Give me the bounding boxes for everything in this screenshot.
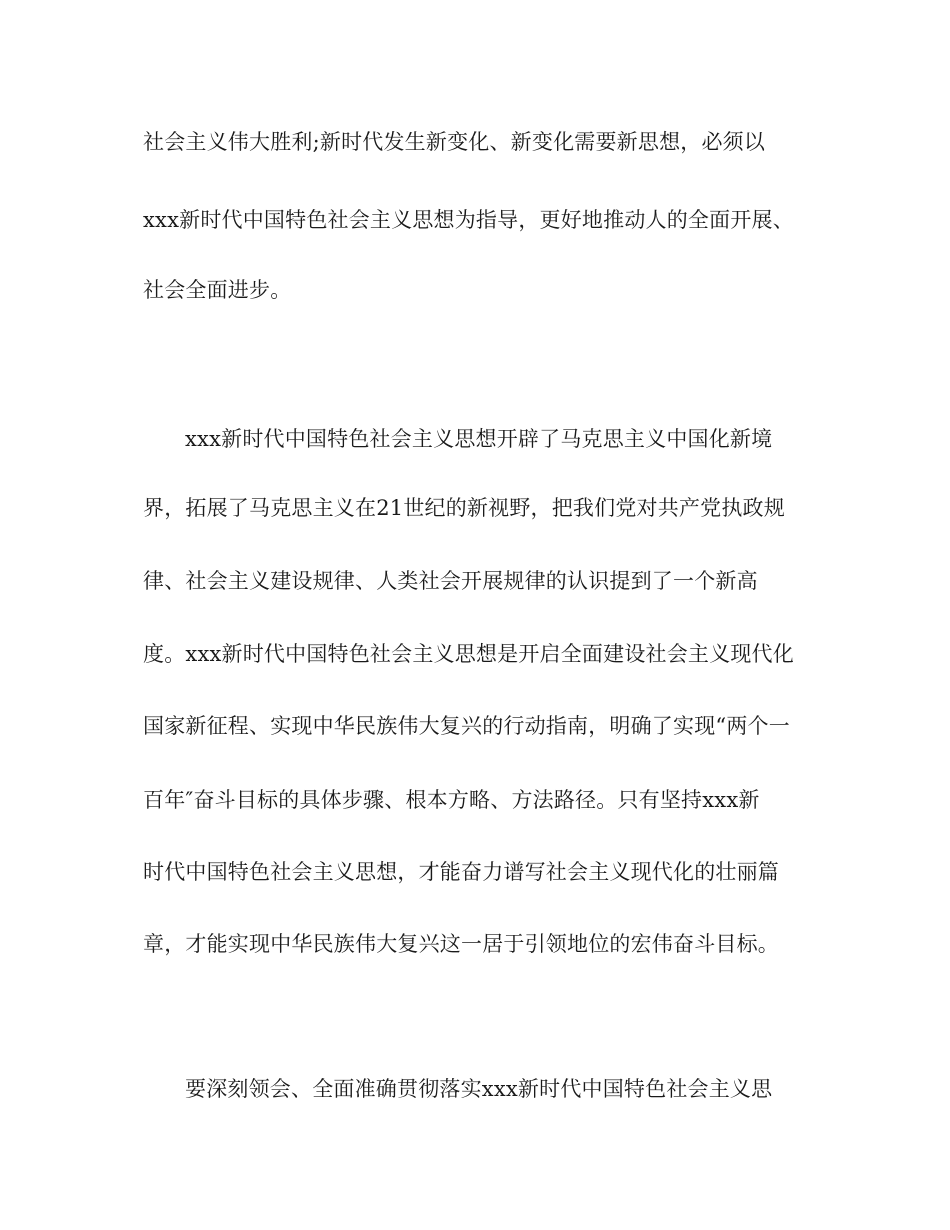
paragraph-line: 章，才能实现中华民族伟大复兴这一居于引领地位的宏伟奋斗目标。 — [143, 932, 779, 956]
paragraph-line: 社会全面进步。 — [143, 278, 292, 302]
paragraph-line: 律、社会主义建设规律、人类社会开展规律的认识提到了一个新高 — [143, 569, 758, 593]
paragraph-line: 界，拓展了马克思主义在21世纪的新视野，把我们党对共产党执政规 — [143, 496, 785, 520]
paragraph-line: 社会主义伟大胜利;新时代发生新变化、新变化需要新思想，必须以 — [143, 130, 766, 154]
paragraph-line: xxx新时代中国特色社会主义思想开辟了马克思主义中国化新境 — [185, 427, 773, 451]
paragraph-line: xxx新时代中国特色社会主义思想为指导，更好地推动人的全面开展、 — [143, 208, 794, 232]
paragraph-line: 百年″奋斗目标的具体步骤、根本方略、方法路径。只有坚持xxx新 — [143, 788, 760, 812]
paragraph-line: 国家新征程、实现中华民族伟大复兴的行动指南，明确了实现“两个一 — [143, 714, 790, 738]
paragraph-line: 时代中国特色社会主义思想，才能奋力谱写社会主义现代化的壮丽篇 — [143, 860, 779, 884]
paragraph-line: 度。xxx新时代中国特色社会主义思想是开启全面建设社会主义现代化 — [143, 642, 794, 666]
paragraph-line: 要深刻领会、全面准确贯彻落实xxx新时代中国特色社会主义思 — [185, 1077, 773, 1101]
